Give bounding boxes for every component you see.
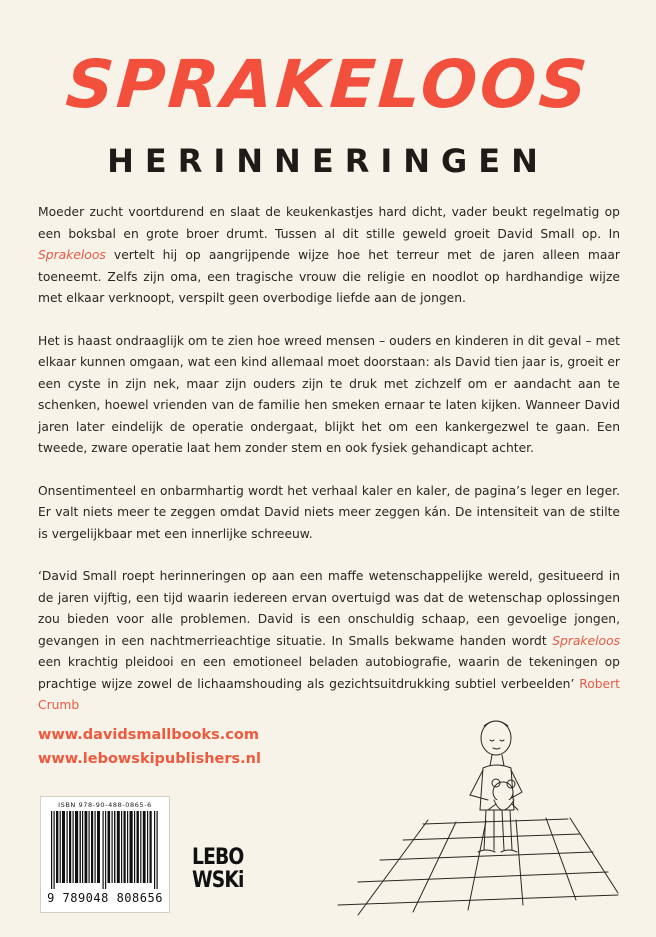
quote-author: Robert Crumb [38,676,620,712]
title-mention: Sprakeloos [38,248,106,262]
blurb-text [38,202,620,738]
barcode-icon [49,811,161,889]
boy-with-teddy-bear-illustration [318,700,628,925]
book-subtitle: HERINNERINGEN [107,142,549,180]
publisher-website-link[interactable]: www.lebowskipublishers.nl [38,751,261,767]
publisher-logo: LEBO WSKi [192,845,244,893]
review-quote: ‘David Small roept herinneringen op aan een maffe wetenschappelijke wereld, gesitueerd in de jaren vijftig, een tijd waarin iedereen ervan overtuigd was dat de wetenschap oplossingen zou bieden voor alle problemen. David is een onschuldig schaap, een gevoelige jongen, gevangen in een nachtmerrieachtige situatie. In Smalls bekwame handen wordt Sprakeloos een krachtig pleidooi en een emotioneel beladen autobiografie, waarin de tekeningen op prachtige wijze zowel de lichaamshouding als gezichtsuitdrukking subtiel verbeelden’ Robert Crumb [38,569,620,712]
author-website-link[interactable]: www.davidsmallbooks.com [38,727,259,743]
blurb-paragraph-1: Moeder zucht voortdurend en slaat de keukenkastjes hard dicht, vader beukt regelmatig op een boksbal en grote broer drumt. Tussen al dit stille geweld groeit David Small op. In Sprakeloos vertelt hij op aangrijpende wijze hoe het terreur met de jaren alleen maar toeneemt. Zelfs zijn oma, een tragische vrouw die religie en noodlot op hardhandige wijze met elkaar verknoopt, verspilt geen overbodige liefde aan de jongen. [38,205,620,305]
isbn-barcode [40,796,170,913]
blurb-paragraph-3: Onsentimenteel en onbarmhartig wordt het verhaal kaler en kaler, de pagina’s leger en leger. Er valt niets meer te zeggen omdat David niets meer zeggen kán. De intensiteit van de stilte is vergelijkbaar met een innerlijke schreeuw. [38,483,620,541]
isbn-label: ISBN 978-90-488-0865-6 [58,801,152,809]
title-mention: Sprakeloos [552,633,620,648]
website-links [38,723,261,771]
blurb-paragraph-2: Het is haast ondraaglijk om te zien hoe wreed mensen – ouders en kinderen in dit geval – met elkaar kunnen omgaan, wat een kind allemaal moet doorstaan: als David tien jaar is, groeit er een cyste in zijn nek, maar zijn ouders zijn te druk met zichzelf om er aandacht aan te schenken, hoewel vrienden van de familie hen smeken ernaar te laten kijken. Wanneer David jaren later eindelijk de operatie ondergaat, blijkt het om een kankergezwel te gaan. Een tweede, zware operatie laat hem zonder stem en ook fysiek gehandicapt achter. [38,333,620,455]
book-title: SPRAKELOOS [63,46,593,123]
isbn-number: 9 789048 808656 [47,891,163,905]
